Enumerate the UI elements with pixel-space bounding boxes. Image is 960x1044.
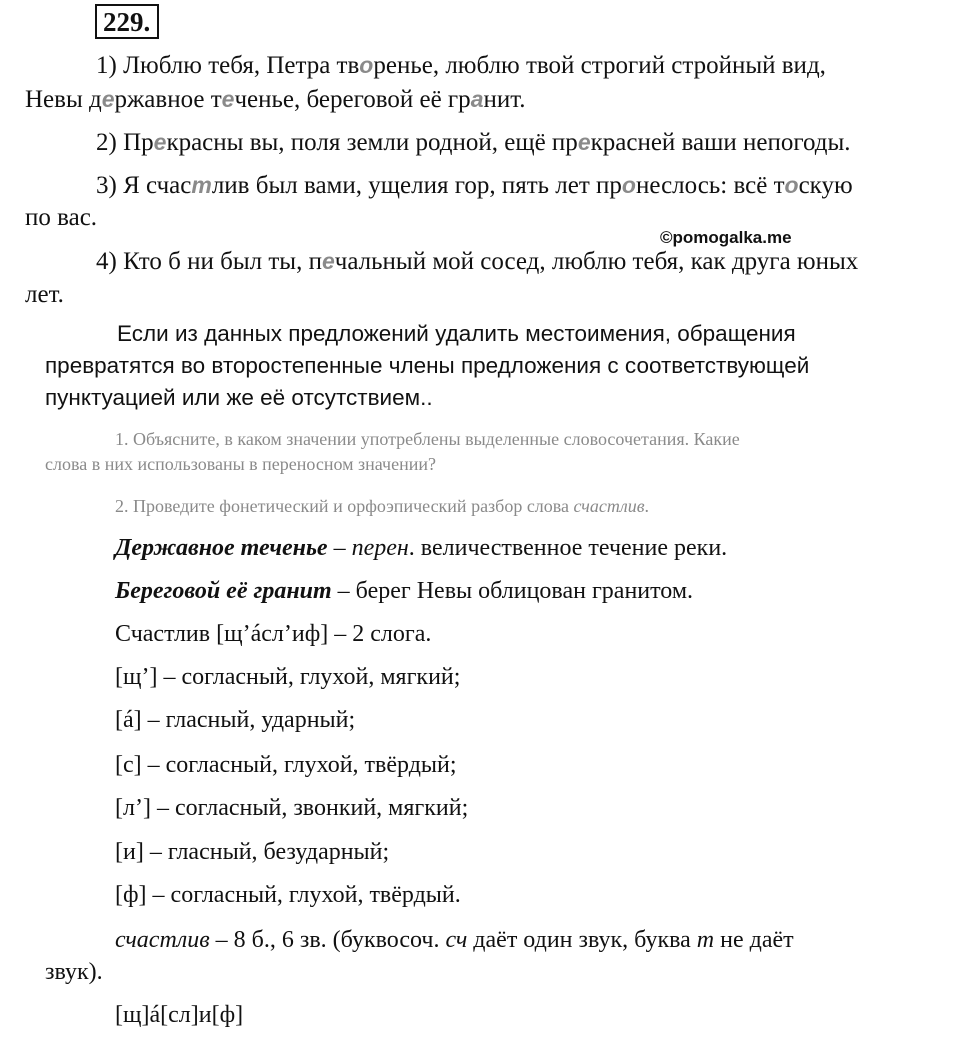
text: ренье, люблю твой строгий стройный вид, [373, 52, 826, 79]
sentence-1-line-1 [96, 50, 826, 81]
text: 2. Проведите фонетический и орфоэпический разбор слова [115, 496, 574, 516]
question-1-line-2: слова в них использованы в переносном значении? [45, 454, 436, 474]
watermark: ©pomogalka.me [660, 228, 792, 247]
text: неслось: всё т [635, 172, 785, 199]
term: Державное теченье [115, 535, 328, 561]
highlight-letter: о [621, 172, 636, 198]
note-line-3: пунктуацией или же её отсутствием.. [45, 385, 433, 410]
text: 2) Пр [96, 129, 154, 156]
text: 4) Кто б ни был ты, п [96, 248, 322, 275]
sentence-4-line-1 [96, 246, 858, 277]
text: скую [798, 172, 853, 199]
sentence-1-line-2 [25, 84, 526, 115]
highlight-letter: е [577, 129, 591, 155]
text: . [644, 496, 650, 516]
highlight-letter: е [321, 248, 335, 274]
highlight-letter: о [359, 52, 374, 78]
sentence-3-line-2: по вас. [25, 204, 98, 231]
phoneme-row: [л’] – согласный, звонкий, мягкий; [115, 795, 469, 821]
text: 3) Я счас [96, 172, 192, 199]
text: т [696, 927, 715, 953]
count-line-1 [115, 925, 794, 955]
text: . величественное течение реки. [408, 535, 728, 561]
question-1-line-1: 1. Объясните, в каком значении употреблены выделенные словосочетания. Какие [115, 429, 740, 449]
sentence-4-line-2: лет. [25, 281, 64, 308]
phoneme-row: [щ’] – согласный, глухой, мягкий; [115, 664, 461, 690]
highlight-letter: е [101, 86, 115, 112]
phoneme-row: [ф] – согласный, глухой, твёрдый. [115, 882, 461, 908]
answer-1 [115, 533, 727, 563]
note-line-1: Если из данных предложений удалить местоимения, обращения [117, 321, 796, 346]
text: красны вы, поля земли родной, ещё пр [166, 129, 578, 156]
highlight-letter: а [470, 86, 484, 112]
text: сч [445, 927, 468, 953]
text: лив был вами, ущелия гор, пять лет пр [211, 172, 622, 199]
syllables: [щ]á[сл]и[ф] [115, 1002, 244, 1028]
text: чальный мой сосед, люблю тебя, как друга юных [334, 248, 859, 275]
text: перен [351, 535, 409, 561]
phoneme-row: [с] – согласный, глухой, твёрдый; [115, 752, 457, 778]
answer-2 [115, 576, 693, 606]
text: ржавное т [114, 86, 222, 113]
exercise-number: 229. [95, 4, 159, 39]
transcription: Счастлив [щ’áсл’иф] – 2 слога. [115, 621, 432, 647]
text: счастлив [115, 927, 210, 953]
text: – берег Невы облицован гранитом. [331, 578, 694, 604]
text: – [327, 535, 352, 561]
highlight-letter: о [784, 172, 799, 198]
sentence-2-line-1 [96, 127, 851, 158]
text: Невы д [25, 86, 102, 113]
highlight-letter: е [221, 86, 235, 112]
phoneme-row: [á] – гласный, ударный; [115, 707, 356, 733]
count-line-2: звук). [45, 959, 103, 985]
term: Береговой её гранит [115, 578, 332, 604]
text: не даёт [714, 927, 794, 953]
text: 1) Люблю тебя, Петра тв [96, 52, 360, 79]
question-2 [115, 494, 649, 518]
text: – 8 б., 6 зв. (буквосоч. [209, 927, 446, 953]
sentence-3-line-1 [96, 170, 853, 201]
highlight-letter: е [153, 129, 167, 155]
text: красней ваши непогоды. [590, 129, 851, 156]
text: даёт один звук, буква [467, 927, 697, 953]
text: счастлив [573, 496, 645, 516]
highlight-letter: т [191, 172, 212, 198]
note-line-2: превратятся во второстепенные члены предложения с соответствующей [45, 353, 810, 378]
phoneme-row: [и] – гласный, безударный; [115, 839, 390, 865]
text: нит. [483, 86, 526, 113]
text: ченье, береговой её гр [234, 86, 471, 113]
